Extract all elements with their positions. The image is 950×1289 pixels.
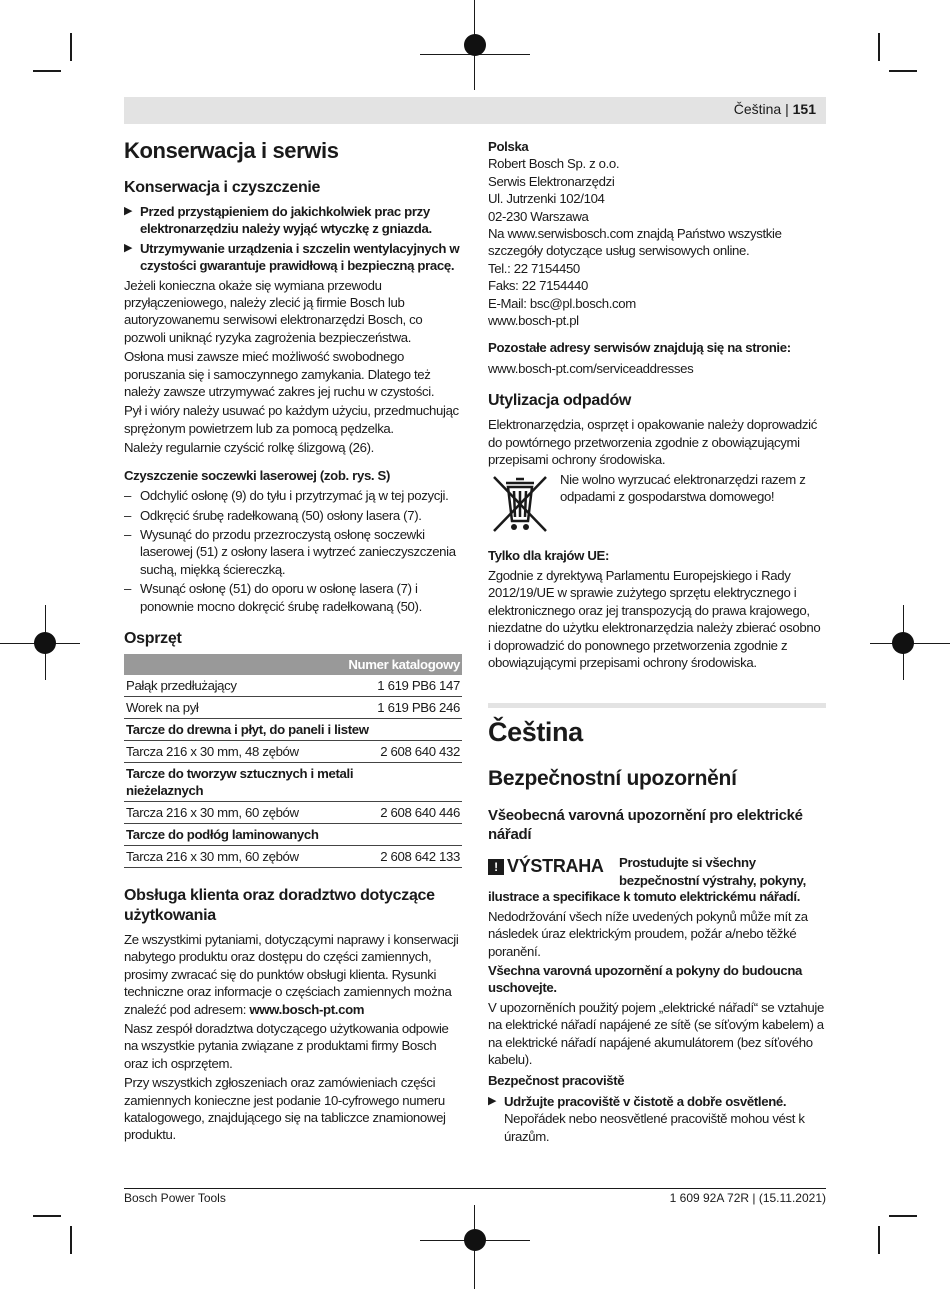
paragraph: Jeżeli konieczna okaże się wymiana przewodu przyłączeniowego, należy zlecić ją firmie Bosch lub autoryzowanemu serwisowi elektronarzędzi Bosch, co pozwoli uniknąć ryzyka zagrożenia bezpieczeństwa. (124, 277, 423, 345)
bullet-triangle-icon: ▶ (488, 1094, 497, 1107)
footer-rule (124, 1188, 826, 1189)
paragraph-text: Ze wszystkimi pytaniami, dotyczącymi naprawy i konserwacji nabytego produktu oraz dostępu do części zamiennych, prosimy zwracać się do punktów obsługi klienta. Rysunki techniczne oraz informacje o częściach zamiennych można znaleźć pod adresem: (124, 931, 459, 1017)
website-link[interactable]: www.bosch-pt.pl (488, 313, 579, 329)
email-link[interactable]: E-Mail: bsc@pl.bosch.com (488, 295, 636, 311)
list-item (124, 526, 462, 578)
table-row (124, 801, 462, 823)
crossed-bin-icon (488, 471, 552, 537)
paragraph: ilustrace a specifikace k tomuto elektrickému nářadí. (488, 889, 801, 905)
section-heading: Bezpečnostní upozornění (488, 767, 737, 791)
paragraph: Všechna varovná upozornění a pokyny do budoucna uschovejte. (488, 962, 803, 996)
bullet-triangle-icon: ▶ (124, 205, 133, 217)
list-text: Odchylić osłonę (9) do tyłu i przytrzymać ją w tej pozycji. (140, 488, 449, 504)
crop-mark (889, 1215, 917, 1217)
table-row (124, 845, 462, 867)
section-heading: Utylizacja odpadów (488, 392, 632, 410)
table-row (124, 696, 462, 718)
subsection-heading: Pozostałe adresy serwisów znajdują się na stronie: (488, 340, 791, 356)
item-name: Pałąk przedłużający (124, 675, 375, 697)
registration-dot (892, 632, 914, 654)
address-line: Na www.serwisbosch.com znajdą Państwo wszystkie szczegóły dotyczące usług serwisowych online. (488, 226, 782, 259)
country-heading: Polska (488, 139, 529, 154)
accessories-body (124, 675, 462, 868)
bullet-text: Nepořádek nebo neosvětlené pracoviště mohou vést k úrazům. (504, 1111, 805, 1144)
item-name: Tarcze do tworzyw sztucznych i metali nieżelaznych (124, 762, 375, 801)
section-divider (488, 703, 826, 708)
list-text: Wsunąć osłonę (51) do oporu w osłonę lasera (7) i ponownie mocno dokręcić śrubę radełkowaną (50). (140, 581, 422, 614)
item-number (375, 718, 462, 740)
paragraph: Nasz zespół doradztwa dotyczącego użytkowania odpowie na wszystkie pytania związane z produktami firmy Bosch oraz ich osprzętem. (124, 1020, 449, 1071)
accessories-table (124, 654, 462, 868)
paragraph (124, 931, 462, 1018)
list-text: Wysunąć do przodu przezroczystą osłonę soczewki laserowej (51) z osłony lasera i wytrzeć zanieczyszczenia suchą, miękką ściereczką. (140, 526, 456, 577)
section-heading: Obsługa klienta oraz doradztwo dotyczące użytkowania (124, 886, 435, 924)
footer-doc-number: 1 609 92A 72R | (15.11.2021) (669, 1191, 826, 1205)
item-name: Tarcza 216 x 30 mm, 48 zębów (124, 740, 375, 762)
bullet-item (124, 240, 462, 275)
crop-mark (33, 1215, 61, 1217)
crop-mark (878, 1226, 880, 1254)
list-item (124, 507, 462, 524)
subsection-heading: Czyszczenie soczewki laserowej (zob. rys. S) (124, 467, 391, 483)
section-title: Čeština (488, 717, 583, 748)
bullet-text: Przed przystąpieniem do jakichkolwiek prac przy elektronarzędziu należy wyjąć wtyczkę z gniazda. (140, 204, 432, 237)
item-number: 2 608 642 133 (375, 845, 462, 867)
paragraph: Elektronarzędzia, osprzęt i opakowanie należy doprowadzić do powtórnego przetworzenia zgodnie z obowiązującymi przepisami ochrony środowiska. (488, 417, 817, 468)
table-row (124, 740, 462, 762)
table-category-row (124, 718, 462, 740)
address-line: Ul. Jutrzenki 102/104 (488, 191, 605, 207)
phone: Tel.: 22 7154450 (488, 260, 580, 276)
page-number: 151 (792, 101, 816, 117)
list-text: Odkręcić śrubę radełkowaną (50) osłony lasera (7). (140, 507, 422, 523)
list-item (124, 580, 462, 615)
warning-label (488, 858, 604, 875)
dash-marker: – (124, 526, 131, 542)
paragraph: Osłona musi zawsze mieć możliwość swobodnego poruszania się i samoczynnego zamykania. Dlatego też należy zawsze utrzymywać zakres jej ruchu w czystości. (124, 349, 435, 400)
bullet-text: Utrzymywanie urządzenia i szczelin wentylacyjnych w czystości gwarantuje prawidłową i bezpieczną pracę. (140, 240, 460, 274)
dash-marker: – (124, 581, 131, 597)
bullet-text-bold: Udržujte pracoviště v čistotě a dobře osvětlené. (504, 1093, 787, 1109)
crop-mark (878, 33, 880, 61)
waste-block (488, 471, 826, 541)
warning-label-text: VÝSTRAHA (507, 856, 604, 877)
crop-mark (70, 33, 72, 61)
list-item (124, 487, 462, 504)
subsection-heading: Všeobecná varovná upozornění pro elektrické nářadí (488, 807, 803, 844)
dash-marker: – (124, 507, 131, 523)
registration-dot (464, 1229, 486, 1251)
fax: Faks: 22 7154440 (488, 278, 588, 294)
dash-marker: – (124, 488, 131, 504)
paragraph: Pył i wióry należy usuwać po każdym użyciu, przedmuchując sprężonym powietrzem lub za pomocą pędzelka. (124, 403, 459, 436)
table-category-row (124, 762, 462, 801)
page-header (124, 97, 826, 124)
item-number (375, 823, 462, 845)
header-language: Čeština (733, 101, 782, 117)
item-number (375, 762, 462, 801)
item-number: 1 619 PB6 147 (375, 675, 462, 697)
right-column (488, 138, 826, 1147)
item-number: 2 608 640 446 (375, 801, 462, 823)
item-number: 2 608 640 432 (375, 740, 462, 762)
warning-text: Prostudujte si všechny bezpečnostní výstrahy, pokyny, (619, 855, 806, 888)
footer-brand: Bosch Power Tools (124, 1191, 226, 1205)
address-line: 02-230 Warszawa (488, 208, 589, 224)
item-name: Tarcza 216 x 30 mm, 60 zębów (124, 801, 375, 823)
table-row (124, 675, 462, 697)
subsection-heading: Bezpečnost pracoviště (488, 1073, 625, 1089)
section-heading: Osprzęt (124, 629, 182, 647)
left-column (124, 138, 462, 1146)
subsection-heading: Tylko dla krajów UE: (488, 547, 609, 563)
warning-icon: ! (488, 859, 504, 875)
item-name: Tarcza 216 x 30 mm, 60 zębów (124, 845, 375, 867)
section-heading: Konserwacja i czyszczenie (124, 179, 321, 196)
registration-dot (34, 632, 56, 654)
warning-row (488, 854, 826, 888)
paragraph: Nedodržování všech níže uvedených pokynů může mít za následek úraz elektrickým proudem, požár a/nebo těžké poranění. (488, 908, 808, 959)
item-name: Worek na pył (124, 696, 375, 718)
address-line: Serwis Elektronarzędzi (488, 173, 615, 189)
section-title: Konserwacja i serwis (124, 138, 339, 163)
paragraph: V upozorněních použitý pojem „elektrické nářadí“ se vztahuje na elektrické nářadí napájené ze sítě (se síťovým kabelem) a na elektrické nářadí napájené akumulátorem (bez síťového kabelu). (488, 999, 824, 1067)
crop-mark (33, 70, 61, 72)
paragraph: Należy regularnie czyścić rolkę ślizgową (26). (124, 440, 374, 456)
service-url-link[interactable]: www.bosch-pt.com/serviceaddresses (488, 360, 694, 376)
item-number: 1 619 PB6 246 (375, 696, 462, 718)
address-line: Robert Bosch Sp. z o.o. (488, 156, 620, 172)
registration-dot (464, 34, 486, 56)
paragraph: Przy wszystkich zgłoszeniach oraz zamówieniach części zamiennych konieczne jest podanie 10-cyfrowego numeru katalogowego, znajdującego się na tabliczce znamionowej produktu. (124, 1075, 446, 1143)
crop-mark (889, 70, 917, 72)
header-separator: | (785, 101, 789, 117)
link[interactable]: www.bosch-pt.com (249, 1001, 365, 1017)
spacer (488, 673, 826, 703)
item-name: Tarcze do podłóg laminowanych (124, 823, 375, 845)
bullet-item (124, 203, 462, 238)
table-category-row (124, 823, 462, 845)
item-name: Tarcze do drewna i płyt, do paneli i listew (124, 718, 375, 740)
paragraph: Nie wolno wyrzucać elektronarzędzi razem z odpadami z gospodarstwa domowego! (560, 471, 806, 504)
table-header-row (124, 654, 462, 675)
header-page-label (734, 101, 816, 117)
crop-mark (70, 1226, 72, 1254)
bullet-triangle-icon: ▶ (124, 241, 133, 254)
paragraph: Zgodnie z dyrektywą Parlamentu Europejskiego i Rady 2012/19/UE w sprawie zużytego sprzętu elektrycznego i elektronicznego oraz jej transpozycją do prawa krajowego, niezdatne do użytku elektronarzędzia należy zbierać osobno i doprowadzić do ponownego przetworzenia zgodnie z obowiązującymi przepisami ochrony środowiska. (488, 567, 821, 670)
table-header-cell: Numer katalogowy (124, 654, 462, 675)
bullet-item (488, 1093, 826, 1145)
